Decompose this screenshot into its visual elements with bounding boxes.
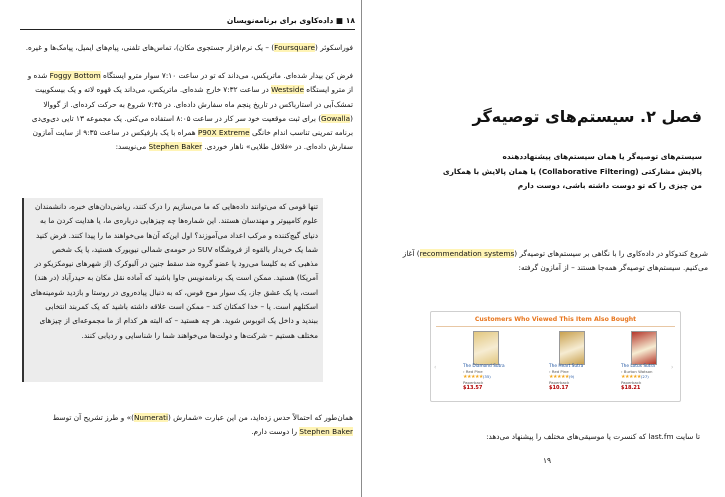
term-recommendation-systems: recommendation systems <box>419 249 515 258</box>
book-cover-image[interactable] <box>559 331 585 365</box>
running-header: ۱۸ ■ داده‌کاوی برای برنامه‌نویسان <box>226 16 355 25</box>
star-icons: ★★★★★ <box>549 374 569 380</box>
product-author[interactable]: › Red Pine <box>463 369 483 374</box>
term-stephen-baker-2: Stephen Baker <box>299 427 353 437</box>
paragraph-intro <box>392 247 708 276</box>
text-run: در ساعت ۷:۳۲ خارج شده‌ای. ماتریکس، می‌داند یک قهوه لاته و یک بیسکوییت تمشک‌آبی در استارباکس در تاریخ پنجم ماه سفارش داده‌ای. در ۷:۴۵ شروع به حرکت کرده‌ای. از گووالا ( <box>35 85 353 123</box>
product-price: $18.21 <box>621 385 641 391</box>
star-icons: ★★★★★ <box>621 374 641 380</box>
epigraph-line: من چیزی را که تو دوست داشته باشی، دوست دارم <box>517 181 702 190</box>
product-card[interactable] <box>621 331 677 397</box>
review-count[interactable]: (9) <box>568 374 575 379</box>
product-format: Paperback <box>621 380 642 385</box>
product-format: Paperback <box>463 380 484 385</box>
epigraph-line: سیستم‌های توصیه‌گر یا همان سیستم‌های پیشنهاددهنده <box>502 152 702 161</box>
product-title[interactable]: The Lotus Sutra <box>621 364 655 369</box>
header-rule <box>20 29 355 30</box>
prev-arrow-icon[interactable]: ‹ <box>434 364 437 371</box>
text-run: فرض کن بیدار شده‌ای. ماتریکس، می‌داند که تو در ساعت ۷:۱۰ سوار مترو ایستگاه <box>100 71 353 80</box>
left-page <box>0 0 362 497</box>
term-westside: Westside <box>271 85 304 95</box>
text-run: همان‌طور که احتمالاً حدس زده‌اید، من این عبارت «شمارش ( <box>168 413 353 422</box>
star-icons: ★★★★★ <box>463 374 483 380</box>
book-cover-image[interactable] <box>631 331 657 365</box>
text-run: فوراسکوئر ( <box>315 43 353 52</box>
epigraph-line: پالایش مشارکتی (Collaborative Filtering) یا همان پالایش با همکاری <box>442 166 702 176</box>
widget-divider <box>436 326 675 327</box>
text-run: ) آغاز می‌کنیم. سیستم‌های توصیه‌گر همه‌جا هستند – از آمازون گرفته: <box>402 249 708 273</box>
text-run: شروع کندوکاو در داده‌کاوی را با نگاهی بر سیستم‌های توصیه‌گر ( <box>514 249 708 258</box>
widget-title: Customers Who Viewed This Item Also Bought <box>474 316 637 323</box>
product-card[interactable] <box>463 331 519 397</box>
text-run: ) برای ثبت موقعیت خود سر کار در ساعت ۸:۰۵ استفاده می‌کنی. یک مجموعه ۱۳ تایی دی‌وی‌دی برنامه تمرینی تناسب اندام خانگی <box>31 113 353 138</box>
paragraph-matrix <box>22 69 353 155</box>
book-cover-image[interactable] <box>473 331 499 365</box>
text-run: ) – یک نرم‌افزار جستجوی مکان)، تماس‌های تلفنی، پیام‌های ایمیل، پیامک‌ها و غیره. <box>25 43 275 52</box>
term-foursquare: Foursquare <box>274 43 316 52</box>
product-price: $13.57 <box>463 385 483 391</box>
text-run: می‌نویسد: <box>115 142 149 152</box>
term-numerati: Numerati <box>133 413 168 422</box>
product-author[interactable]: › Red Pine <box>549 369 569 374</box>
product-title[interactable]: The Diamond Sutra <box>463 364 505 369</box>
paragraph-foursquare <box>22 41 353 55</box>
product-title[interactable]: The Heart Sutra <box>549 364 584 369</box>
amazon-recommendation-figure <box>430 311 681 402</box>
text-run: را دوست دارم. <box>251 427 300 437</box>
term-stephen-baker: Stephen Baker <box>148 142 203 152</box>
product-author[interactable]: › Burton Watson <box>621 369 653 374</box>
next-arrow-icon[interactable]: › <box>671 364 674 371</box>
term-gowalla: Gowalla <box>321 113 351 123</box>
text-run: شده و از مترو ایستگاه <box>27 71 353 95</box>
blockquote <box>22 198 323 382</box>
product-format: Paperback <box>549 380 570 385</box>
paragraph-numerati <box>22 411 353 440</box>
right-page <box>362 0 725 497</box>
text-run: همراه با یک بارفیکس در ساعت ۹:۳۵ از سایت آمازون سفارش داده‌ای. در «فلافل طلایی» ناهار خوردی. <box>32 128 353 152</box>
blockquote-text: تنها قومی که می‌توانند داده‌هایی که ما می‌سازیم را درک کنند، ریاضی‌دان‌های خبره، دانشمندان علوم کامپیوتر و مهندسان هستند. این شماره‌ها چه چیزهایی درباره‌ی ما، یا هدایت کردن ما به دنیای گیج‌کننده و مرکب اعداد می‌آموزند؟ اول این‌که آن‌ها می‌خواهند ما را پیدا کنند. فرض کنید شما یک خریدار بالقوه از فروشگاه SUV در حومه‌ی شمالی نیویورک هستید، یا یک شخص مذهبی که به کلیسا می‌رود یا عضو گروه ضد سقط جنین در آلبوکرک (از شهرهای نیومکزیکو در آمریکا) هستید. ممکن است یک برنامه‌نویس جاوا باشید که آماده نقل مکان به حیدرآباد (در هند) است، یا یک عشق جاز، یک سوار موج قوس، که به دنبال پیاده‌روی در روستا و بازدید شومینه‌های اسکتلهم است. یا – خدا کمکتان کند – ممکن است علاقه داشته باشید که یک کمربند انتخابی ببندید و داخل یک اتوبوس شوید. هر چه هستید – که البته هر کدام از ما مجموعه‌ای از چیزهای مختلف هستیم – شرکت‌ها و دولت‌ها می‌خواهند شما را شناسایی و ردیابی کنند. <box>30 202 318 340</box>
paragraph-lastfm: تا سایت last.fm که کنسرت یا موسیقی‌های مختلف را پیشنهاد می‌دهد: <box>486 432 700 441</box>
page-number: ۱۹ <box>543 456 552 465</box>
product-card[interactable] <box>549 331 605 397</box>
text-run: )» و طرز تشریح آن توسط <box>52 413 134 422</box>
review-count[interactable]: (27) <box>640 374 649 379</box>
chapter-title: فصل ۲. سیستم‌های توصیه‌گر <box>472 107 702 126</box>
product-price: $10.17 <box>549 385 569 391</box>
term-p90x: P90X Extreme <box>197 128 250 138</box>
chapter-epigraph <box>443 150 702 194</box>
term-foggy-bottom: Foggy Bottom <box>49 71 101 80</box>
review-count[interactable]: (35) <box>482 374 491 379</box>
